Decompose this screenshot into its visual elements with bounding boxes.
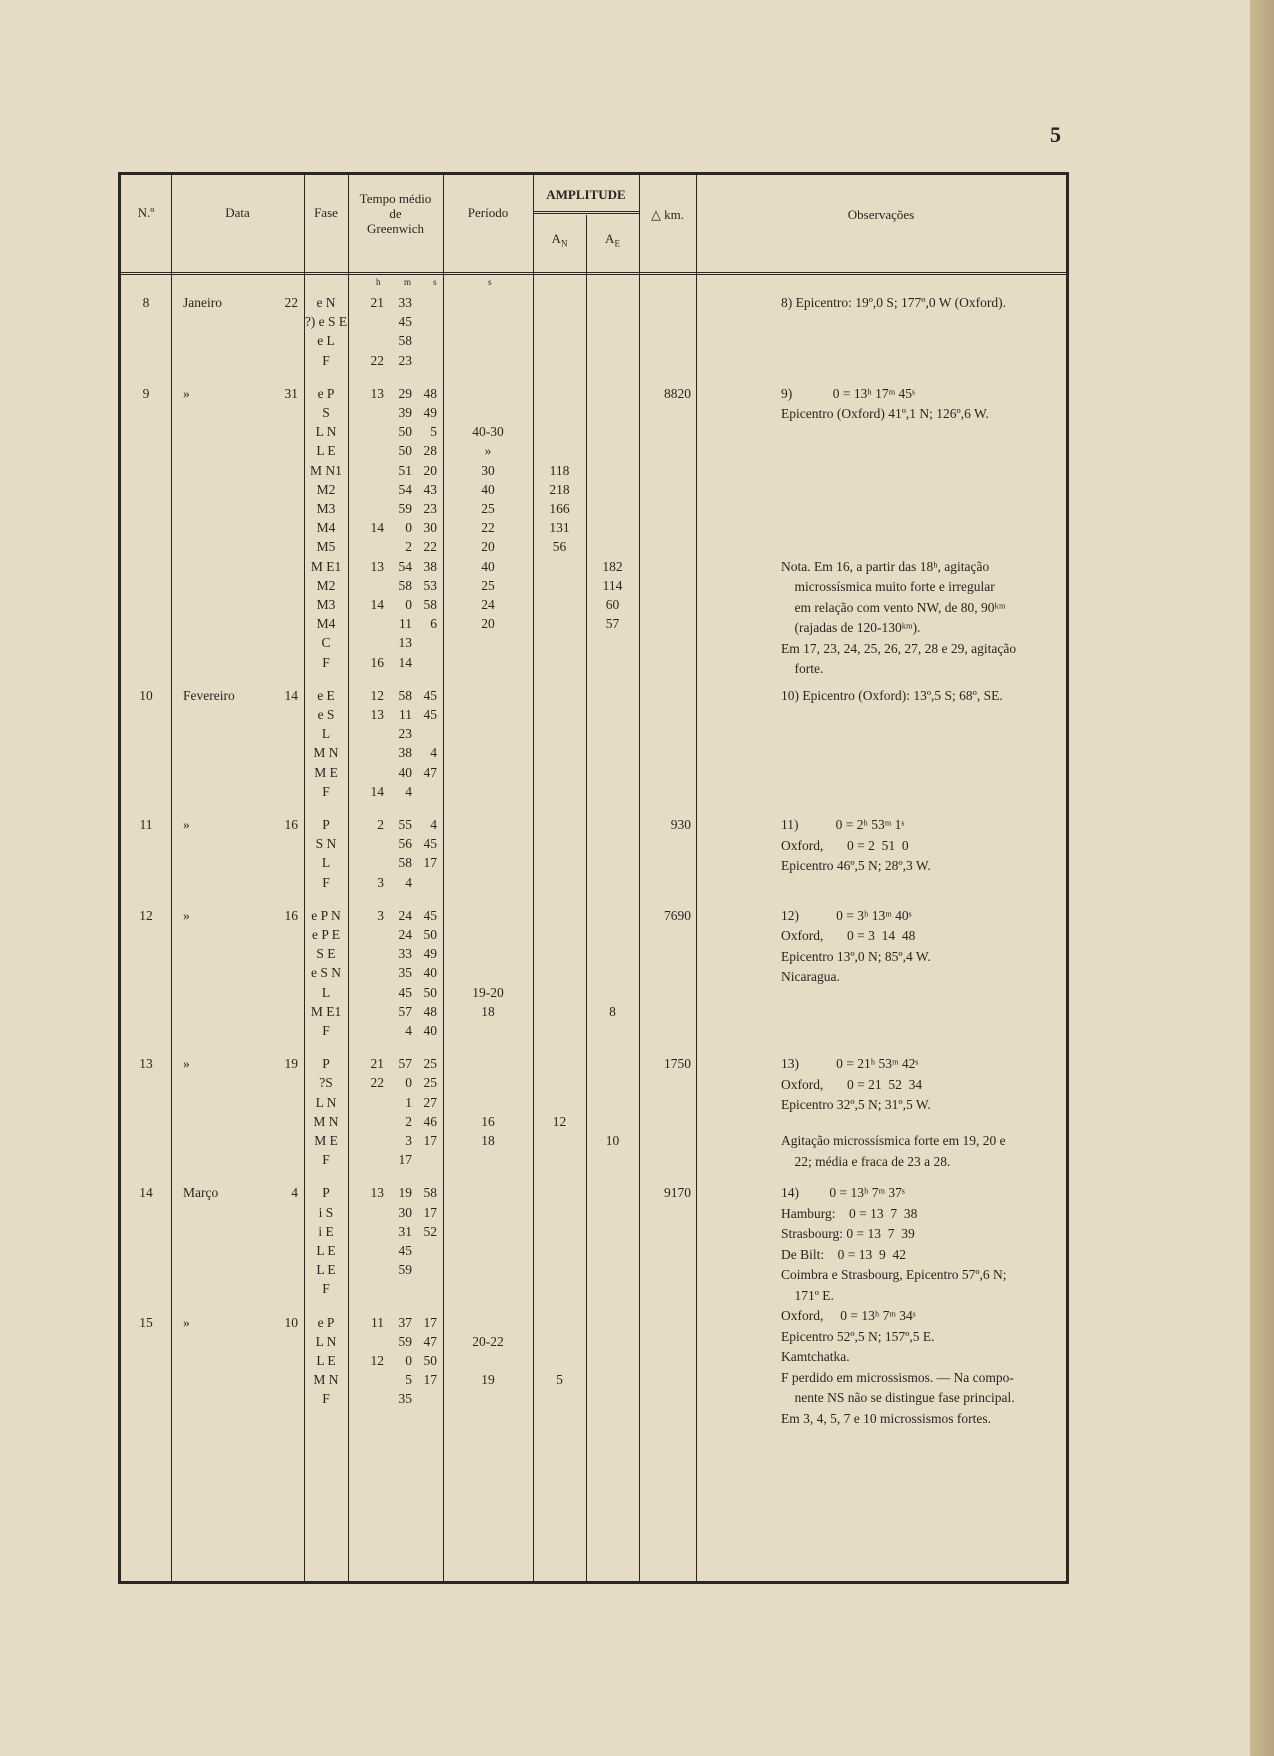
cell-fase: e P <box>317 1314 335 1330</box>
cell-m: 30 <box>398 1204 412 1220</box>
header-periodo: Período <box>467 205 509 220</box>
cell-ae: 10 <box>605 1133 620 1148</box>
cell-h: 13 <box>370 707 384 722</box>
cell-m: 29 <box>398 385 412 401</box>
cell-no: 11 <box>139 817 153 832</box>
cell-day: 4 <box>291 1185 298 1201</box>
header-data: Data <box>225 205 250 220</box>
cell-month: » <box>183 817 190 832</box>
cell-fase: ?S <box>319 1075 333 1091</box>
cell-s: 49 <box>423 946 437 962</box>
observation-note: 10) Epicentro (Oxford): 13º,5 S; 68º, SE. <box>781 687 1003 703</box>
cell-h: 21 <box>370 295 384 310</box>
cell-ae: 114 <box>602 577 623 593</box>
cell-fase: P <box>322 1056 330 1072</box>
cell-s: 17 <box>423 855 437 871</box>
cell-h: 12 <box>370 1353 384 1368</box>
seismic-data-table <box>118 172 1069 1584</box>
cell-m: 0 <box>405 597 412 612</box>
cell-s: 50 <box>423 1353 437 1368</box>
cell-m: 35 <box>398 965 412 981</box>
cell-s: 45 <box>423 907 437 923</box>
cell-fase: F <box>322 1281 330 1297</box>
observation-note: 14) 0 = 13ʰ 7ᵐ 37ˢ Hamburg: 0 = 13 7 38 Strasbourg: 0 = 13 7 39 De Bilt: 0 = 13 9 42 Coimbra e Strasbourg, Epicentro 57º,6 N; 171º E. Oxford, 0 = 13ʰ 7ᵐ 34ˢ Epicentro 52º,5 N; 157º,5 E. Kamtchatka. F perdido em microssismos. — Na compo- nente NS não se distingue fase principal. Em 3, 4, 5, 7 e 10 microssismos fortes. <box>781 1185 1015 1426</box>
cell-an: 131 <box>549 520 570 536</box>
cell-m: 58 <box>398 855 412 871</box>
cell-m: 57 <box>398 1003 412 1019</box>
cell-m: 45 <box>398 314 412 330</box>
cell-fase: M N <box>313 745 339 761</box>
cell-m: 4 <box>405 1023 412 1038</box>
cell-m: 58 <box>398 577 412 593</box>
cell-an: 118 <box>549 462 570 478</box>
cell-day: 31 <box>284 385 298 401</box>
cell-m: 38 <box>398 745 412 761</box>
cell-h: 21 <box>370 1056 384 1072</box>
cell-s: 43 <box>423 481 437 497</box>
cell-fase: L N <box>315 1094 337 1110</box>
cell-fase: M3 <box>316 501 336 516</box>
cell-fase: M N1 <box>310 462 342 478</box>
cell-fase: i E <box>318 1223 334 1239</box>
cell-fase: M4 <box>316 520 336 536</box>
cell-per: » <box>484 443 492 459</box>
col-divider <box>586 215 587 1581</box>
page-edge <box>1250 0 1274 1756</box>
cell-month: Fevereiro <box>183 687 235 703</box>
cell-m: 33 <box>398 946 412 962</box>
cell-an: 56 <box>552 539 567 555</box>
cell-per: 18 <box>481 1003 495 1019</box>
cell-fase: F <box>322 1391 330 1407</box>
cell-fase: M5 <box>316 539 336 555</box>
cell-m: 54 <box>398 558 412 574</box>
cell-m: 58 <box>398 687 412 703</box>
cell-fase: M E1 <box>310 1003 342 1019</box>
cell-month: » <box>183 907 190 923</box>
cell-h: 22 <box>370 1075 384 1091</box>
cell-fase: F <box>322 1152 330 1168</box>
cell-m: 57 <box>398 1056 412 1072</box>
cell-no: 10 <box>139 687 153 703</box>
cell-m: 14 <box>398 654 412 670</box>
cell-h: 14 <box>370 783 384 799</box>
cell-fase: e S N <box>311 965 341 981</box>
cell-s: 47 <box>423 764 437 780</box>
cell-s: 17 <box>423 1204 437 1220</box>
cell-s: 5 <box>430 424 437 440</box>
cell-h: 14 <box>370 520 384 536</box>
cell-s: 25 <box>423 1075 437 1091</box>
cell-h: 13 <box>370 558 384 574</box>
header-fase: Fase <box>314 205 338 220</box>
cell-no: 12 <box>139 907 153 923</box>
cell-fase: F <box>322 874 330 890</box>
cell-s: 49 <box>423 405 437 420</box>
cell-s: 40 <box>423 965 437 981</box>
cell-m: 24 <box>398 907 412 923</box>
cell-no: 15 <box>139 1314 153 1330</box>
cell-month: Janeiro <box>183 295 222 310</box>
cell-h: 22 <box>370 352 384 368</box>
cell-per: 40-30 <box>472 424 504 440</box>
cell-fase: F <box>322 654 330 670</box>
cell-m: 40 <box>398 764 412 780</box>
cell-month: Março <box>183 1185 219 1201</box>
cell-s: 38 <box>423 558 437 574</box>
cell-m: 35 <box>398 1391 412 1407</box>
cell-day: 19 <box>284 1056 298 1072</box>
header-km: △ km. <box>650 207 685 222</box>
cell-m: 11 <box>399 616 412 632</box>
cell-m: 0 <box>405 1353 412 1368</box>
cell-s: 22 <box>423 539 437 555</box>
cell-an: 166 <box>549 501 570 516</box>
cell-per: 19-20 <box>472 984 504 1000</box>
cell-fase: e S <box>317 707 335 722</box>
cell-km: 1750 <box>664 1056 691 1072</box>
cell-m: 3 <box>405 1133 412 1148</box>
cell-month: » <box>183 1056 190 1072</box>
cell-per: 20 <box>481 539 495 555</box>
observation-note: 13) 0 = 21ʰ 53ᵐ 42ˢ Oxford, 0 = 21 52 34 Epicentro 32º,5 N; 31º,5 W. <box>781 1056 931 1113</box>
cell-m: 50 <box>398 424 412 440</box>
cell-per: 19 <box>481 1372 495 1388</box>
cell-fase: e E <box>317 687 335 703</box>
cell-per: 40 <box>481 558 495 574</box>
cell-fase: S <box>322 405 330 420</box>
cell-s: 17 <box>423 1372 437 1388</box>
cell-per: 24 <box>481 597 495 612</box>
observation-note: Nota. Em 16, a partir das 18ʰ, agitação microssísmica muito forte e irregular em relação com vento NW, de 80, 90ᵏᵐ (rajadas de 120-130ᵏᵐ). Em 17, 23, 24, 25, 26, 27, 28 e 29, agitação forte. <box>781 558 1017 677</box>
page-number: 5 <box>1050 122 1061 147</box>
cell-per: 30 <box>481 462 495 478</box>
cell-fase: L <box>321 855 331 871</box>
cell-s: 17 <box>423 1133 437 1148</box>
cell-fase: F <box>322 1023 330 1038</box>
cell-s: 53 <box>423 577 437 593</box>
cell-s: 27 <box>423 1094 437 1110</box>
observation-note: 12) 0 = 3ʰ 13ᵐ 40ˢ Oxford, 0 = 3 14 48 Epicentro 13º,0 N; 85º,4 W. Nicaragua. <box>781 907 931 985</box>
cell-m: 23 <box>398 352 412 368</box>
col-divider <box>348 175 349 1581</box>
cell-fase: e L <box>317 333 335 349</box>
cell-m: 45 <box>398 984 412 1000</box>
cell-m: 51 <box>398 462 412 478</box>
cell-fase: L E <box>316 1262 336 1278</box>
cell-fase: S E <box>316 946 336 962</box>
cell-m: 4 <box>405 783 412 799</box>
cell-ae: 182 <box>602 558 623 574</box>
cell-m: 1 <box>405 1094 412 1110</box>
amplitude-divider <box>533 211 639 214</box>
cell-m: 59 <box>398 1333 412 1349</box>
cell-fase: M E <box>314 1133 338 1148</box>
cell-km: 8820 <box>664 385 691 401</box>
observation-note: Agitação microssísmica forte em 19, 20 e 22; média e fraca de 23 a 28. <box>781 1133 1006 1169</box>
cell-no: 13 <box>139 1056 153 1072</box>
cell-fase: C <box>321 635 331 651</box>
cell-fase: ?) e S E <box>304 314 348 330</box>
cell-m: 31 <box>398 1223 412 1239</box>
cell-fase: M N <box>313 1113 339 1129</box>
observation-note: 9) 0 = 13ʰ 17ᵐ 45ˢ Epicentro (Oxford) 41º,1 N; 126º,6 W. <box>781 385 989 422</box>
cell-s: 6 <box>430 616 437 632</box>
cell-s: 25 <box>423 1056 437 1072</box>
cell-ae: 60 <box>605 597 620 612</box>
cell-fase: F <box>322 783 330 799</box>
cell-m: 4 <box>405 874 412 890</box>
cell-per: 16 <box>481 1113 495 1129</box>
cell-m: 45 <box>398 1243 412 1258</box>
cell-m: 59 <box>398 1262 412 1278</box>
unit-minutes: m <box>404 277 412 287</box>
cell-per: 20 <box>481 616 495 632</box>
cell-fase: M3 <box>316 597 336 612</box>
cell-m: 0 <box>405 1075 412 1091</box>
cell-m: 55 <box>398 817 412 832</box>
cell-fase: e P <box>317 385 335 401</box>
cell-h: 13 <box>370 385 384 401</box>
cell-fase: M E1 <box>310 558 342 574</box>
cell-s: 30 <box>423 520 437 536</box>
cell-per: 20-22 <box>472 1333 504 1349</box>
cell-m: 0 <box>405 520 412 536</box>
cell-m: 13 <box>398 635 412 651</box>
cell-fase: F <box>322 352 330 368</box>
cell-per: 22 <box>481 520 495 536</box>
unit-hours: h <box>376 277 381 287</box>
cell-h: 3 <box>377 874 384 890</box>
header-an: $A_N$ <box>551 231 568 249</box>
cell-fase: P <box>322 1185 330 1201</box>
cell-day: 16 <box>284 907 298 923</box>
cell-h: 11 <box>371 1314 384 1330</box>
cell-m: 54 <box>398 481 412 497</box>
cell-fase: L N <box>315 424 337 440</box>
cell-s: 46 <box>423 1113 437 1129</box>
cell-h: 14 <box>370 597 384 612</box>
cell-m: 37 <box>398 1314 412 1330</box>
cell-m: 17 <box>398 1152 412 1168</box>
cell-fase: L <box>321 726 331 742</box>
cell-no: 14 <box>139 1185 153 1201</box>
header-divider <box>121 272 1066 275</box>
col-divider <box>171 175 172 1581</box>
cell-s: 28 <box>423 443 437 459</box>
cell-s: 58 <box>423 597 437 612</box>
cell-h: 3 <box>377 907 384 923</box>
cell-m: 2 <box>405 1113 412 1129</box>
cell-day: 14 <box>284 687 298 703</box>
header-observacoes: Observações <box>847 207 915 222</box>
cell-per: 40 <box>481 481 495 497</box>
cell-day: 22 <box>284 295 298 310</box>
cell-s: 48 <box>423 385 437 401</box>
cell-s: 47 <box>423 1333 437 1349</box>
cell-month: » <box>183 385 190 401</box>
cell-s: 20 <box>423 462 437 478</box>
cell-an: 12 <box>552 1113 567 1129</box>
unit-seconds: s <box>433 277 437 287</box>
cell-no: 8 <box>142 295 150 310</box>
cell-fase: L E <box>316 443 336 459</box>
cell-m: 56 <box>398 836 412 852</box>
cell-h: 13 <box>370 1185 384 1201</box>
cell-h: 12 <box>370 687 384 703</box>
cell-fase: P <box>322 817 330 832</box>
cell-fase: L E <box>316 1243 336 1258</box>
cell-m: 58 <box>398 333 412 349</box>
cell-m: 33 <box>398 295 412 310</box>
cell-s: 45 <box>423 707 437 722</box>
cell-m: 5 <box>405 1372 412 1388</box>
cell-m: 59 <box>398 501 412 516</box>
cell-s: 50 <box>423 927 437 942</box>
cell-km: 930 <box>670 817 691 832</box>
cell-m: 19 <box>398 1185 412 1201</box>
cell-s: 50 <box>423 984 437 1000</box>
cell-s: 58 <box>423 1185 437 1201</box>
header-no: N.º <box>137 205 155 220</box>
cell-fase: M2 <box>316 577 336 593</box>
cell-fase: L <box>321 984 331 1000</box>
cell-fase: S N <box>315 836 337 852</box>
cell-s: 4 <box>430 745 437 761</box>
cell-fase: i S <box>318 1204 334 1220</box>
header-tempo: Tempo médio de Greenwich <box>359 191 432 236</box>
observation-note: 11) 0 = 2ʰ 53ᵐ 1ˢ Oxford, 0 = 2 51 0 Epicentro 46º,5 N; 28º,3 W. <box>781 817 931 873</box>
cell-s: 4 <box>430 817 437 832</box>
cell-s: 40 <box>423 1023 437 1038</box>
cell-s: 52 <box>423 1223 437 1239</box>
cell-day: 10 <box>284 1314 298 1330</box>
cell-fase: M N <box>313 1372 339 1388</box>
cell-an: 5 <box>556 1372 563 1388</box>
cell-s: 48 <box>423 1003 437 1019</box>
cell-day: 16 <box>284 817 298 832</box>
cell-m: 11 <box>399 707 412 722</box>
cell-fase: M4 <box>316 616 336 632</box>
cell-s: 45 <box>423 836 437 852</box>
cell-per: 25 <box>481 577 495 593</box>
cell-ae: 8 <box>609 1003 616 1019</box>
cell-fase: L E <box>316 1353 336 1368</box>
cell-ae: 57 <box>605 616 620 632</box>
cell-m: 23 <box>398 726 412 742</box>
observation-note: 8) Epicentro: 19º,0 S; 177º,0 W (Oxford). <box>781 295 1006 310</box>
cell-fase: M2 <box>316 481 336 497</box>
cell-per: 25 <box>481 501 495 516</box>
cell-s: 17 <box>423 1314 437 1330</box>
cell-fase: e P E <box>312 927 340 942</box>
cell-m: 2 <box>405 539 412 555</box>
cell-s: 45 <box>423 687 437 703</box>
cell-fase: e N <box>316 295 336 310</box>
cell-an: 218 <box>549 481 570 497</box>
cell-km: 9170 <box>664 1185 691 1201</box>
unit-period-seconds: s <box>488 277 492 287</box>
cell-m: 39 <box>398 405 412 420</box>
cell-s: 23 <box>423 501 437 516</box>
cell-fase: M E <box>314 764 338 780</box>
cell-m: 24 <box>398 927 412 942</box>
cell-h: 16 <box>370 654 384 670</box>
cell-month: » <box>183 1314 190 1330</box>
cell-fase: L N <box>315 1333 337 1349</box>
cell-h: 2 <box>377 817 384 832</box>
cell-per: 18 <box>481 1133 495 1148</box>
cell-m: 50 <box>398 443 412 459</box>
cell-km: 7690 <box>664 907 691 923</box>
cell-fase: e P N <box>311 907 341 923</box>
col-divider <box>696 175 697 1581</box>
cell-no: 9 <box>142 385 150 401</box>
header-amplitude: AMPLITUDE <box>546 187 626 202</box>
header-ae: $A_E$ <box>605 231 620 249</box>
